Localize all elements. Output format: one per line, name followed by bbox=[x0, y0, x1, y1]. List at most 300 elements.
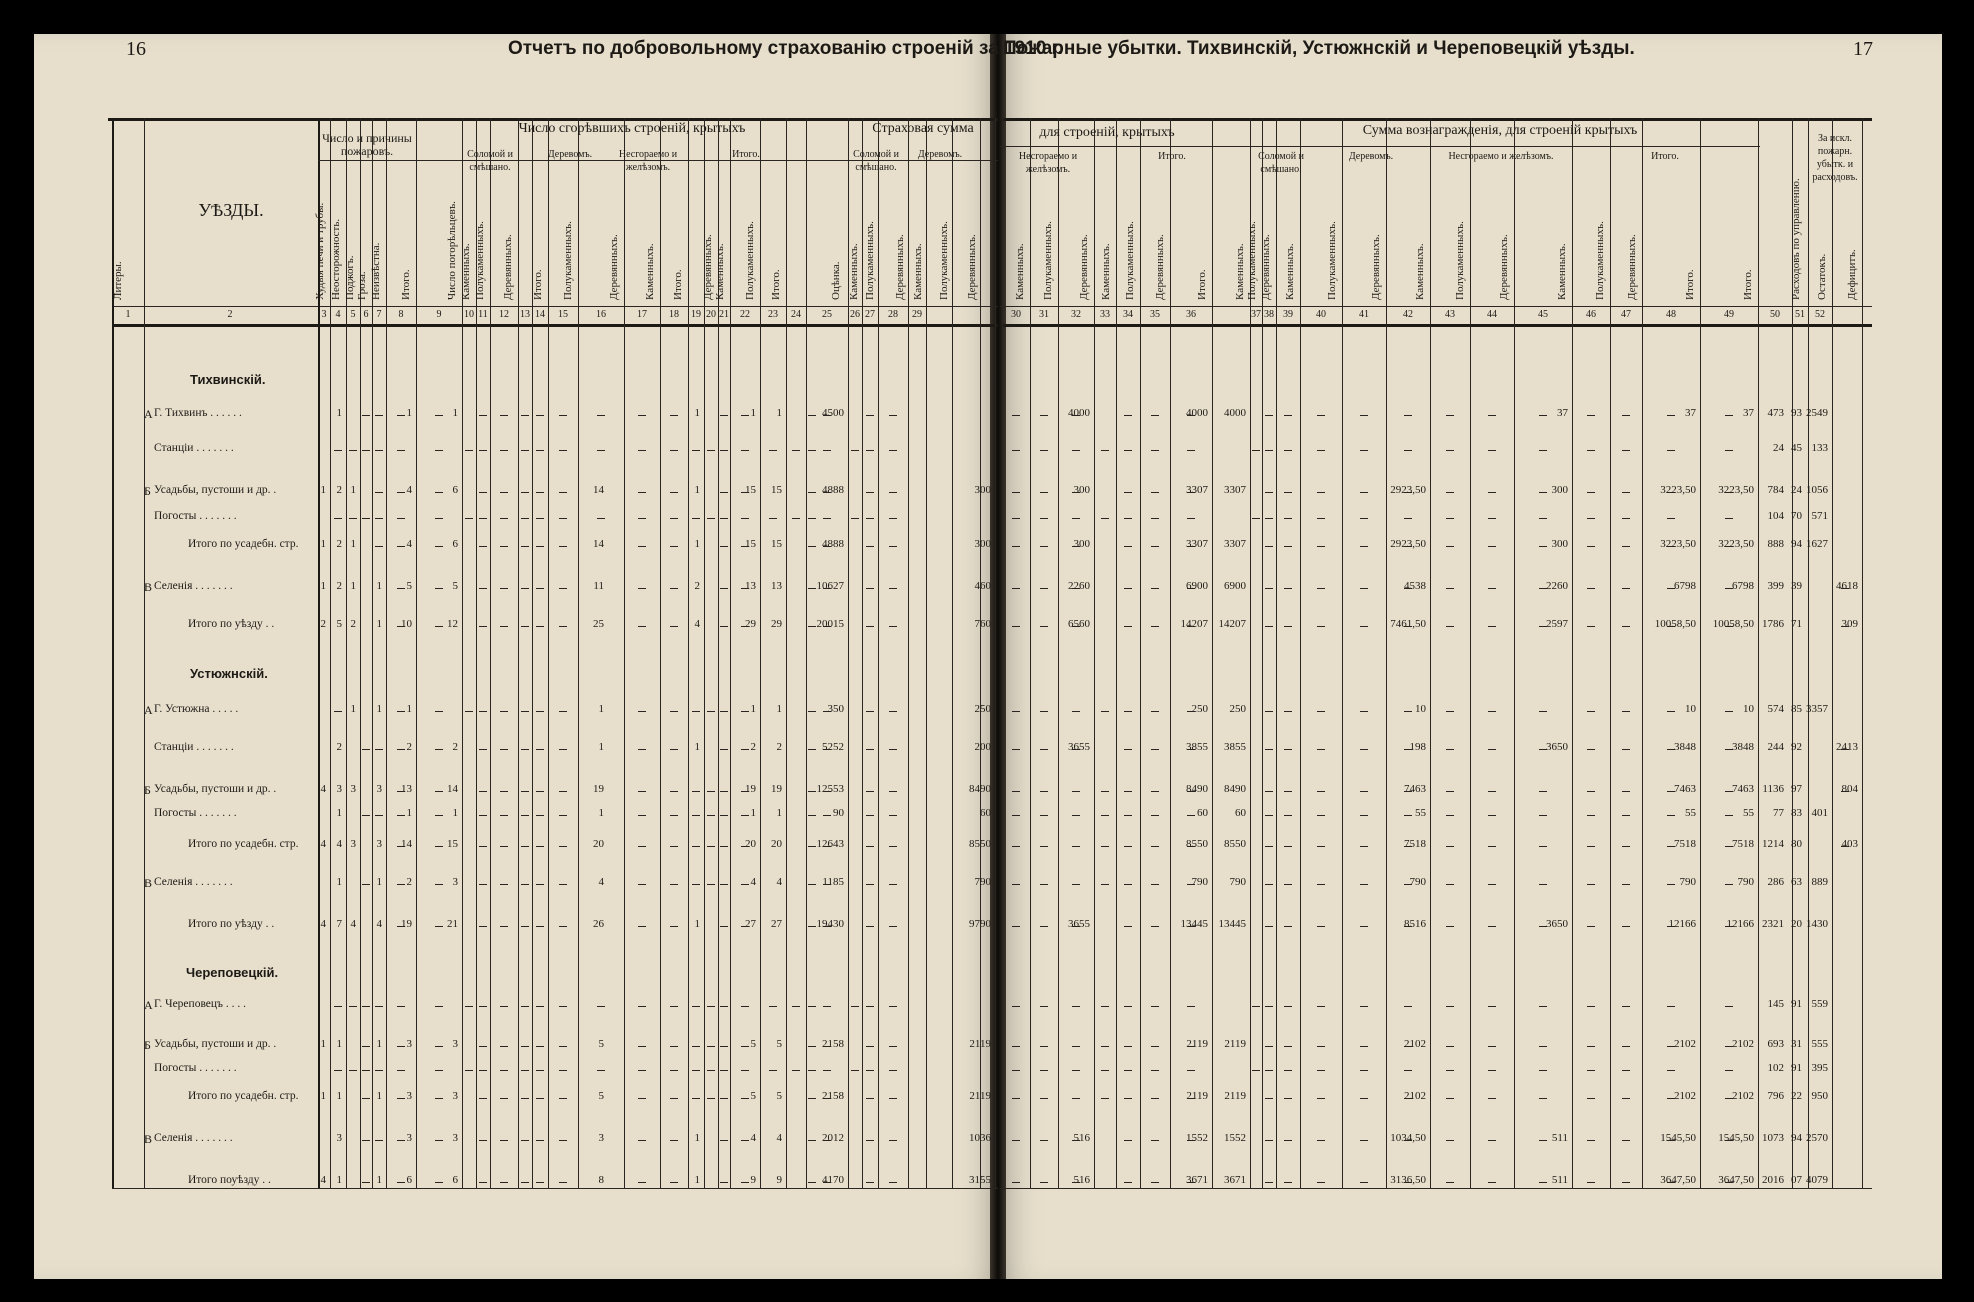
table-cell: 27 bbox=[745, 918, 756, 930]
empty-cell-dash bbox=[362, 749, 370, 750]
row-label: Итого поуѣзду . . bbox=[188, 1174, 271, 1186]
column-header: Деревянныхъ. bbox=[702, 234, 714, 300]
empty-cell-dash bbox=[1187, 711, 1195, 712]
table-cell: 2012 bbox=[822, 1132, 844, 1144]
empty-cell-dash bbox=[1101, 1006, 1109, 1007]
table-cell: 3136,50 bbox=[1390, 1174, 1426, 1186]
empty-cell-dash bbox=[435, 492, 443, 493]
empty-cell-dash bbox=[1622, 749, 1630, 750]
table-cell: 1545,50 bbox=[1660, 1132, 1696, 1144]
table-cell: 244 bbox=[1767, 741, 1784, 753]
empty-cell-dash bbox=[692, 518, 700, 519]
empty-cell-dash bbox=[1360, 626, 1368, 627]
table-cell: 12553 bbox=[816, 783, 844, 795]
empty-cell-dash bbox=[1072, 1140, 1080, 1141]
table-cell: 6 bbox=[406, 1174, 412, 1186]
column-number: 13 bbox=[520, 309, 530, 320]
empty-cell-dash bbox=[1404, 588, 1412, 589]
empty-cell-dash bbox=[889, 492, 897, 493]
empty-cell-dash bbox=[1040, 518, 1048, 519]
empty-cell-dash bbox=[1725, 492, 1733, 493]
empty-cell-dash bbox=[707, 711, 715, 712]
empty-cell-dash bbox=[375, 450, 383, 451]
table-cell: 26 bbox=[593, 918, 604, 930]
table-cell: 3671 bbox=[1186, 1174, 1208, 1186]
row-label: Погосты . . . . . . . bbox=[154, 510, 237, 522]
empty-cell-dash bbox=[375, 1006, 383, 1007]
empty-cell-dash bbox=[1040, 626, 1048, 627]
table-cell: 10058,50 bbox=[1712, 618, 1754, 630]
empty-cell-dash bbox=[1101, 1046, 1109, 1047]
empty-cell-dash bbox=[500, 546, 508, 547]
column-rule bbox=[144, 118, 145, 1188]
table-cell: 1 bbox=[350, 484, 356, 496]
table-cell: 3223,50 bbox=[1660, 484, 1696, 496]
empty-cell-dash bbox=[559, 415, 567, 416]
empty-cell-dash bbox=[1725, 846, 1733, 847]
empty-cell-dash bbox=[1404, 626, 1412, 627]
table-cell: 37 bbox=[1557, 407, 1568, 419]
row-label: Погосты . . . . . . . bbox=[154, 807, 237, 819]
empty-cell-dash bbox=[823, 749, 831, 750]
empty-cell-dash bbox=[1284, 492, 1292, 493]
table-cell: 6 bbox=[452, 538, 458, 550]
empty-cell-dash bbox=[866, 1070, 874, 1071]
table-cell: 9 bbox=[776, 1174, 782, 1186]
table-cell: 3 bbox=[406, 1090, 412, 1102]
empty-cell-dash bbox=[536, 1140, 544, 1141]
table-cell: 2 bbox=[776, 741, 782, 753]
empty-cell-dash bbox=[1667, 588, 1675, 589]
table-cell: 60 bbox=[980, 807, 991, 819]
empty-cell-dash bbox=[349, 518, 357, 519]
empty-cell-dash bbox=[1667, 450, 1675, 451]
empty-cell-dash bbox=[1446, 791, 1454, 792]
empty-cell-dash bbox=[823, 626, 831, 627]
table-cell: 22 bbox=[1791, 1090, 1802, 1102]
empty-cell-dash bbox=[1317, 415, 1325, 416]
empty-cell-dash bbox=[536, 1006, 544, 1007]
empty-cell-dash bbox=[1725, 884, 1733, 885]
empty-cell-dash bbox=[1622, 518, 1630, 519]
column-number: 4 bbox=[335, 309, 341, 320]
empty-cell-dash bbox=[741, 1006, 749, 1007]
table-cell: 1 bbox=[598, 741, 604, 753]
material-subheader: Соломой и смѣшано. bbox=[1258, 151, 1304, 175]
empty-cell-dash bbox=[362, 450, 370, 451]
empty-cell-dash bbox=[638, 1046, 646, 1047]
empty-cell-dash bbox=[536, 749, 544, 750]
table-cell: 7 bbox=[336, 918, 342, 930]
empty-cell-dash bbox=[1317, 492, 1325, 493]
empty-cell-dash bbox=[1187, 588, 1195, 589]
table-cell: 6798 bbox=[1732, 580, 1754, 592]
column-rule bbox=[1170, 118, 1171, 1188]
table-cell: 2158 bbox=[822, 1090, 844, 1102]
table-cell: 13 bbox=[745, 580, 756, 592]
table-cell: 4 bbox=[320, 783, 326, 795]
empty-cell-dash bbox=[1284, 884, 1292, 885]
table-cell: 12 bbox=[447, 618, 458, 630]
row-label: Усадьбы, пустоши и др. . bbox=[154, 1038, 277, 1050]
empty-cell-dash bbox=[1072, 588, 1080, 589]
table-cell: 3155 bbox=[969, 1174, 991, 1186]
empty-cell-dash bbox=[1187, 1098, 1195, 1099]
table-cell: 15 bbox=[745, 538, 756, 550]
empty-cell-dash bbox=[707, 1046, 715, 1047]
empty-cell-dash bbox=[397, 1140, 405, 1141]
empty-cell-dash bbox=[638, 926, 646, 927]
table-cell: 286 bbox=[1767, 876, 1784, 888]
table-cell: 14 bbox=[593, 484, 604, 496]
table-cell: 4 bbox=[320, 918, 326, 930]
table-cell: 80 bbox=[1791, 838, 1802, 850]
column-number: 5 bbox=[350, 309, 356, 320]
empty-cell-dash bbox=[866, 518, 874, 519]
empty-cell-dash bbox=[1187, 492, 1195, 493]
empty-cell-dash bbox=[792, 1070, 800, 1071]
table-cell: 2 bbox=[336, 741, 342, 753]
empty-cell-dash bbox=[1446, 450, 1454, 451]
row-label: Итого по уѣзду . . bbox=[188, 618, 275, 630]
table-cell: 804 bbox=[1841, 783, 1858, 795]
table-cell: 511 bbox=[1551, 1174, 1568, 1186]
empty-cell-dash bbox=[334, 518, 342, 519]
empty-cell-dash bbox=[889, 1046, 897, 1047]
table-cell: 1 bbox=[694, 918, 700, 930]
empty-cell-dash bbox=[866, 791, 874, 792]
empty-cell-dash bbox=[1667, 518, 1675, 519]
empty-cell-dash bbox=[1360, 1182, 1368, 1183]
empty-cell-dash bbox=[1539, 1046, 1547, 1047]
empty-cell-dash bbox=[720, 846, 728, 847]
column-header: Каменныхъ. bbox=[848, 243, 860, 300]
empty-cell-dash bbox=[1040, 846, 1048, 847]
column-header: Деревянныхъ. bbox=[1078, 234, 1090, 300]
column-number: 32 bbox=[1071, 309, 1081, 320]
empty-cell-dash bbox=[1187, 749, 1195, 750]
empty-cell-dash bbox=[866, 749, 874, 750]
empty-cell-dash bbox=[1360, 588, 1368, 589]
table-cell: 2102 bbox=[1404, 1038, 1426, 1050]
column-number: 24 bbox=[791, 309, 801, 320]
table-cell: 1 bbox=[776, 703, 782, 715]
empty-cell-dash bbox=[1446, 1140, 1454, 1141]
empty-cell-dash bbox=[1151, 1006, 1159, 1007]
column-header: Полукаменныхъ. bbox=[1246, 221, 1258, 300]
empty-cell-dash bbox=[1488, 815, 1496, 816]
empty-cell-dash bbox=[521, 546, 529, 547]
empty-cell-dash bbox=[1151, 926, 1159, 927]
column-header: Поджогъ. bbox=[344, 255, 356, 300]
empty-cell-dash bbox=[670, 815, 678, 816]
column-header: Каменныхъ. bbox=[1014, 243, 1026, 300]
empty-cell-dash bbox=[435, 1006, 443, 1007]
empty-cell-dash bbox=[1284, 1098, 1292, 1099]
empty-cell-dash bbox=[1101, 846, 1109, 847]
table-cell: 92 bbox=[1791, 741, 1802, 753]
table-cell: 12166 bbox=[1668, 918, 1696, 930]
empty-cell-dash bbox=[638, 1140, 646, 1141]
empty-cell-dash bbox=[638, 1070, 646, 1071]
empty-cell-dash bbox=[692, 1098, 700, 1099]
group-rule bbox=[1000, 146, 1760, 147]
empty-cell-dash bbox=[1072, 1182, 1080, 1183]
empty-cell-dash bbox=[866, 1140, 874, 1141]
column-number: 27 bbox=[865, 309, 875, 320]
table-cell: 20015 bbox=[816, 618, 844, 630]
table-cell: 2102 bbox=[1674, 1038, 1696, 1050]
empty-cell-dash bbox=[1151, 884, 1159, 885]
empty-cell-dash bbox=[479, 884, 487, 885]
material-subheader: Несгораемо и желѣзомъ. bbox=[1018, 151, 1078, 175]
empty-cell-dash bbox=[1488, 518, 1496, 519]
empty-cell-dash bbox=[808, 711, 816, 712]
table-cell: 2119 bbox=[969, 1038, 991, 1050]
empty-cell-dash bbox=[707, 1006, 715, 1007]
empty-cell-dash bbox=[1841, 626, 1849, 627]
empty-cell-dash bbox=[1404, 1182, 1412, 1183]
empty-cell-dash bbox=[741, 1098, 749, 1099]
table-cell: 3650 bbox=[1546, 741, 1568, 753]
empty-cell-dash bbox=[1404, 415, 1412, 416]
empty-cell-dash bbox=[889, 884, 897, 885]
empty-cell-dash bbox=[536, 846, 544, 847]
empty-cell-dash bbox=[1317, 546, 1325, 547]
column-rule bbox=[1002, 118, 1003, 1188]
empty-cell-dash bbox=[500, 1182, 508, 1183]
empty-cell-dash bbox=[1667, 711, 1675, 712]
empty-cell-dash bbox=[362, 1006, 370, 1007]
column-header: Гроза. bbox=[356, 271, 368, 300]
empty-cell-dash bbox=[536, 1070, 544, 1071]
empty-cell-dash bbox=[1040, 492, 1048, 493]
table-cell: 4 bbox=[750, 1132, 756, 1144]
column-header: Полукаменныхъ. bbox=[562, 221, 574, 300]
empty-cell-dash bbox=[1124, 492, 1132, 493]
column-rule bbox=[1342, 118, 1343, 1188]
empty-cell-dash bbox=[1725, 926, 1733, 927]
column-rule bbox=[1642, 118, 1643, 1188]
empty-cell-dash bbox=[500, 626, 508, 627]
empty-cell-dash bbox=[1012, 626, 1020, 627]
table-cell: 8516 bbox=[1404, 918, 1426, 930]
empty-cell-dash bbox=[1265, 450, 1273, 451]
empty-cell-dash bbox=[1725, 1070, 1733, 1071]
empty-cell-dash bbox=[1539, 415, 1547, 416]
empty-cell-dash bbox=[1101, 884, 1109, 885]
table-cell: 5 bbox=[598, 1090, 604, 1102]
table-cell: 25 bbox=[593, 618, 604, 630]
empty-cell-dash bbox=[521, 450, 529, 451]
empty-cell-dash bbox=[1265, 626, 1273, 627]
empty-cell-dash bbox=[741, 749, 749, 750]
table-cell: 4 bbox=[320, 1174, 326, 1186]
table-cell: 10058,50 bbox=[1654, 618, 1696, 630]
empty-cell-dash bbox=[1667, 415, 1675, 416]
empty-cell-dash bbox=[1360, 846, 1368, 847]
empty-cell-dash bbox=[1317, 846, 1325, 847]
empty-cell-dash bbox=[597, 415, 605, 416]
table-cell: 8490 bbox=[1186, 783, 1208, 795]
column-rule bbox=[624, 118, 625, 1188]
column-header: Полукаменныхъ. bbox=[1454, 221, 1466, 300]
remainder-header: Остатокъ. bbox=[1816, 253, 1828, 300]
empty-cell-dash bbox=[1488, 846, 1496, 847]
table-cell: 1 bbox=[598, 703, 604, 715]
deficit-header: Дефицитъ. bbox=[1846, 249, 1858, 300]
empty-cell-dash bbox=[397, 450, 405, 451]
empty-cell-dash bbox=[720, 415, 728, 416]
empty-cell-dash bbox=[1040, 1006, 1048, 1007]
table-cell: 950 bbox=[1811, 1090, 1828, 1102]
empty-cell-dash bbox=[1488, 926, 1496, 927]
empty-cell-dash bbox=[1317, 926, 1325, 927]
empty-cell-dash bbox=[1622, 884, 1630, 885]
column-number: 12 bbox=[499, 309, 509, 320]
empty-cell-dash bbox=[375, 749, 383, 750]
empty-cell-dash bbox=[435, 518, 443, 519]
empty-cell-dash bbox=[692, 1006, 700, 1007]
empty-cell-dash bbox=[536, 884, 544, 885]
table-cell: 145 bbox=[1767, 998, 1784, 1010]
empty-cell-dash bbox=[536, 450, 544, 451]
table-cell: 2119 bbox=[1224, 1090, 1246, 1102]
empty-cell-dash bbox=[1488, 884, 1496, 885]
empty-cell-dash bbox=[479, 926, 487, 927]
table-cell: 2 bbox=[320, 618, 326, 630]
empty-cell-dash bbox=[808, 749, 816, 750]
table-cell: 3357 bbox=[1806, 703, 1828, 715]
row-label: Погосты . . . . . . . bbox=[154, 1062, 237, 1074]
empty-cell-dash bbox=[1151, 450, 1159, 451]
empty-cell-dash bbox=[1265, 791, 1273, 792]
table-cell: 1 bbox=[320, 484, 326, 496]
empty-cell-dash bbox=[1284, 749, 1292, 750]
row-liter: А bbox=[144, 998, 153, 1012]
table-cell: 12166 bbox=[1726, 918, 1754, 930]
sum-header-cont: для строеній, крытыхъ bbox=[1039, 125, 1175, 140]
table-cell: 3 bbox=[452, 1132, 458, 1144]
column-rule bbox=[952, 118, 953, 1188]
empty-cell-dash bbox=[1587, 884, 1595, 885]
empty-cell-dash bbox=[1725, 1046, 1733, 1047]
empty-cell-dash bbox=[638, 884, 646, 885]
empty-cell-dash bbox=[1446, 815, 1454, 816]
table-cell: 2119 bbox=[969, 1090, 991, 1102]
table-cell: 77 bbox=[1773, 807, 1784, 819]
empty-cell-dash bbox=[720, 749, 728, 750]
table-cell: 94 bbox=[1791, 1132, 1802, 1144]
empty-cell-dash bbox=[1488, 1182, 1496, 1183]
column-header: Каменныхъ. bbox=[714, 243, 726, 300]
column-number: 2 bbox=[227, 309, 233, 320]
empty-cell-dash bbox=[479, 518, 487, 519]
table-cell: 790 bbox=[974, 876, 991, 888]
column-number: 3 bbox=[321, 309, 327, 320]
table-cell: 3855 bbox=[1186, 741, 1208, 753]
empty-cell-dash bbox=[435, 626, 443, 627]
empty-cell-dash bbox=[866, 492, 874, 493]
empty-cell-dash bbox=[808, 926, 816, 927]
empty-cell-dash bbox=[1622, 1140, 1630, 1141]
table-cell: 3 bbox=[350, 783, 356, 795]
empty-cell-dash bbox=[1539, 626, 1547, 627]
empty-cell-dash bbox=[1404, 1046, 1412, 1047]
table-cell: 27 bbox=[771, 918, 782, 930]
table-cell: 20 bbox=[745, 838, 756, 850]
empty-cell-dash bbox=[1404, 1098, 1412, 1099]
empty-cell-dash bbox=[349, 1070, 357, 1071]
table-cell: 2549 bbox=[1806, 407, 1828, 419]
table-cell: 300 bbox=[1073, 538, 1090, 550]
empty-cell-dash bbox=[1012, 1006, 1020, 1007]
empty-cell-dash bbox=[521, 1046, 529, 1047]
row-label: Усадьбы, пустоши и др. . bbox=[154, 484, 277, 496]
empty-cell-dash bbox=[866, 1006, 874, 1007]
table-cell: 19 bbox=[593, 783, 604, 795]
table-cell: 24 bbox=[1773, 442, 1784, 454]
table-cell: 1 bbox=[694, 484, 700, 496]
column-header: Итого. bbox=[770, 269, 782, 300]
empty-cell-dash bbox=[808, 791, 816, 792]
empty-cell-dash bbox=[889, 1070, 897, 1071]
empty-cell-dash bbox=[720, 1006, 728, 1007]
empty-cell-dash bbox=[866, 926, 874, 927]
table-cell: 790 bbox=[1679, 876, 1696, 888]
column-header: Деревянныхъ. bbox=[1498, 234, 1510, 300]
empty-cell-dash bbox=[720, 711, 728, 712]
empty-cell-dash bbox=[1488, 415, 1496, 416]
empty-cell-dash bbox=[1187, 815, 1195, 816]
empty-cell-dash bbox=[1072, 846, 1080, 847]
column-header: Полукаменныхъ. bbox=[1594, 221, 1606, 300]
empty-cell-dash bbox=[1072, 492, 1080, 493]
empty-cell-dash bbox=[1446, 626, 1454, 627]
empty-cell-dash bbox=[823, 588, 831, 589]
empty-cell-dash bbox=[823, 492, 831, 493]
empty-cell-dash bbox=[479, 626, 487, 627]
empty-cell-dash bbox=[1587, 492, 1595, 493]
empty-cell-dash bbox=[889, 926, 897, 927]
empty-cell-dash bbox=[500, 1098, 508, 1099]
empty-cell-dash bbox=[397, 1006, 405, 1007]
table-cell: 4000 bbox=[1186, 407, 1208, 419]
empty-cell-dash bbox=[375, 546, 383, 547]
table-cell: 399 bbox=[1767, 580, 1784, 592]
empty-cell-dash bbox=[1012, 846, 1020, 847]
empty-cell-dash bbox=[741, 711, 749, 712]
right-page-title: Пожарные убытки. Тихвинскій, Устюжнскій и Череповецкій уѣзды. bbox=[1003, 38, 1635, 59]
empty-cell-dash bbox=[1284, 815, 1292, 816]
empty-cell-dash bbox=[1488, 1046, 1496, 1047]
table-cell: 3671 bbox=[1224, 1174, 1246, 1186]
empty-cell-dash bbox=[1317, 1182, 1325, 1183]
table-cell: 5 bbox=[452, 580, 458, 592]
mgmt-expenses-header: Расходовъ по управленію. bbox=[1790, 178, 1802, 300]
table-cell: 4888 bbox=[822, 538, 844, 550]
empty-cell-dash bbox=[1317, 1046, 1325, 1047]
empty-cell-dash bbox=[638, 626, 646, 627]
empty-cell-dash bbox=[638, 815, 646, 816]
empty-cell-dash bbox=[670, 791, 678, 792]
empty-cell-dash bbox=[1725, 518, 1733, 519]
empty-cell-dash bbox=[1265, 846, 1273, 847]
empty-cell-dash bbox=[435, 926, 443, 927]
empty-cell-dash bbox=[707, 1098, 715, 1099]
empty-cell-dash bbox=[823, 711, 831, 712]
empty-cell-dash bbox=[1488, 1140, 1496, 1141]
